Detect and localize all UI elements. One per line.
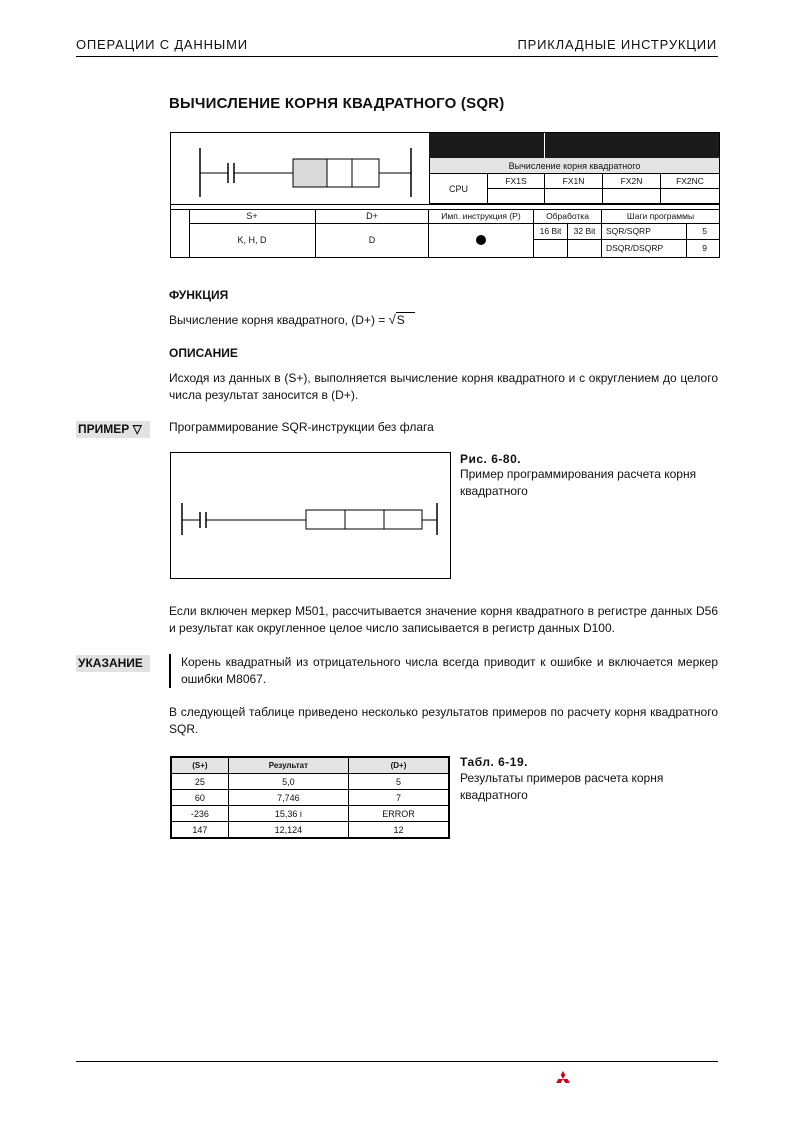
col-steps-header: Шаги программы <box>602 209 719 224</box>
instruction-info-box <box>170 132 720 258</box>
header-left: ОПЕРАЦИИ С ДАННЫМИ <box>76 37 248 52</box>
d-operands: D <box>316 224 429 257</box>
cell: 12 <box>348 822 448 838</box>
cell: 25 <box>172 774 229 790</box>
example-text: Программирование SQR-инструкции без флага <box>169 420 434 434</box>
cell: -236 <box>172 806 229 822</box>
model-fx2nc: FX2NC <box>661 174 719 189</box>
cell: 5,0 <box>228 774 348 790</box>
cpu-label: CPU <box>429 174 488 204</box>
function-heading: ФУНКЦИЯ <box>169 288 229 302</box>
model-fx1n: FX1N <box>545 174 603 189</box>
sqrt-icon: √ <box>388 312 396 327</box>
ladder-symbol <box>171 133 429 208</box>
note-tag: УКАЗАНИЕ <box>76 655 150 672</box>
cell: 12,124 <box>228 822 348 838</box>
note-bar <box>169 654 171 688</box>
sqrt-arg: S <box>396 312 415 327</box>
cell: 5 <box>348 774 448 790</box>
info-desc: Вычисление корня квадратного <box>429 158 719 174</box>
footer-rule <box>76 1061 718 1062</box>
table-row <box>172 774 449 790</box>
cell: 60 <box>172 790 229 806</box>
table-number: Табл. 6-19. <box>460 755 528 769</box>
header-rule <box>76 56 718 57</box>
mitsubishi-logo-icon <box>555 1071 571 1086</box>
results-table <box>170 756 450 839</box>
col-header-s: (S+) <box>172 758 229 774</box>
pulse-cell <box>429 224 534 257</box>
s-operands: K, H, D <box>189 224 316 257</box>
cell: 7,746 <box>228 790 348 806</box>
col-s-header: S+ <box>189 209 316 224</box>
cell: ERROR <box>348 806 448 822</box>
operand-section <box>171 209 719 257</box>
table-row <box>172 806 449 822</box>
cpu-models <box>488 174 719 204</box>
table-row <box>172 822 449 838</box>
function-text: Вычисление корня квадратного, (D+) = <box>169 313 389 327</box>
header-right: ПРИКЛАДНЫЕ ИНСТРУКЦИИ <box>517 37 717 52</box>
steps-count-2: 9 <box>702 243 707 253</box>
description-heading: ОПИСАНИЕ <box>169 346 238 360</box>
example-ladder-figure <box>170 452 451 579</box>
cell: 7 <box>348 790 448 806</box>
function-formula <box>169 312 415 327</box>
note-text: Корень квадратный из отрицательного числа всегда приводит к ошибке и включается меркер ошибки M8067. <box>181 655 718 686</box>
col-header-result: Результат <box>228 758 348 774</box>
table-caption: Результаты примеров расчета корня квадратного <box>460 771 664 802</box>
col-d-header: D+ <box>316 209 429 224</box>
steps-name-1: SQR/SQRP <box>602 224 687 240</box>
ladder-diagram <box>171 453 450 578</box>
figure-caption: Пример программирования расчета корня квадратного <box>460 467 697 498</box>
col-header-d: (D+) <box>348 758 448 774</box>
description-text: Исходя из данных в (S+), выполняется вычисление корня квадратного и с округлением до целого числа результат заносится в (D+). <box>169 371 718 402</box>
model-fx2n: FX2N <box>603 174 661 189</box>
cell: 15,36 i <box>228 806 348 822</box>
cell: 147 <box>172 822 229 838</box>
steps-count-1: 5 <box>687 224 719 240</box>
figure-number: Рис. 6-80. <box>460 452 522 466</box>
example-explanation: Если включен меркер M501, рассчитывается значение корня квадратного в регистре данных D56 и результат как округленное целое число записывается в регистр данных D100. <box>169 604 718 635</box>
table-intro: В следующей таблице приведено несколько результатов примеров по расчету корня квадратного SQR. <box>169 705 718 736</box>
example-tag: ПРИМЕР ▽ <box>76 421 150 438</box>
col-proc-header: Обработка <box>534 209 602 224</box>
col-p-header: Имп. инструкция (P) <box>429 209 534 224</box>
info-dark-band <box>429 133 719 158</box>
steps-name-2: DSQR/DSQRP <box>602 240 687 257</box>
bit32-label: 32 Bit <box>568 224 602 240</box>
page-title: ВЫЧИСЛЕНИЕ КОРНЯ КВАДРАТНОГО (SQR) <box>169 95 505 112</box>
table-row <box>172 790 449 806</box>
model-fx1s: FX1S <box>488 174 545 189</box>
bit16-label: 16 Bit <box>534 224 568 240</box>
supported-dot-icon <box>476 235 486 245</box>
